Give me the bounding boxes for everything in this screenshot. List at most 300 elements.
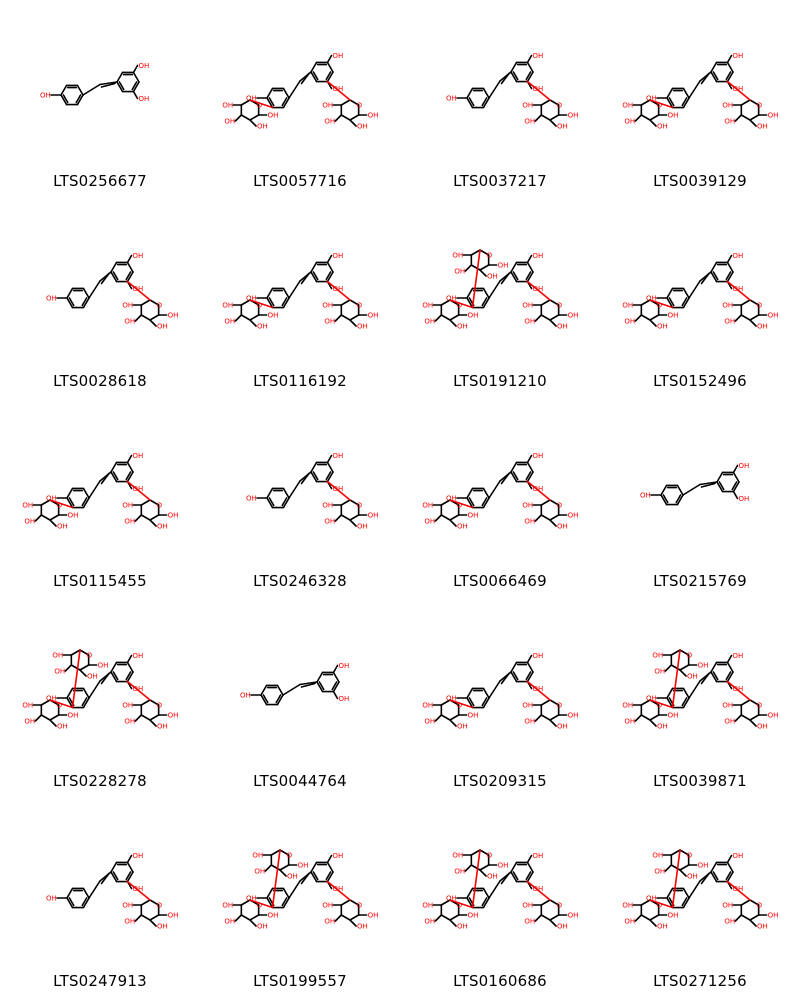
hydroxyl-label: OH xyxy=(697,861,709,870)
hydroxyl-label: OH xyxy=(657,722,668,731)
hydroxyl-label: OH xyxy=(322,501,334,510)
vinyl-bond xyxy=(89,272,111,298)
hydroxyl-label: OH xyxy=(132,885,144,894)
hydroxyl-label: OH xyxy=(422,301,434,310)
resorcinol-ring xyxy=(111,662,133,681)
hydroxyl-label: OH xyxy=(267,111,279,120)
structure-drawing xyxy=(400,0,600,160)
glycosidic-bond xyxy=(673,650,681,708)
ring-oxygen-label: O xyxy=(156,501,163,510)
molecule-id-label: LTS0246328 xyxy=(253,572,347,590)
hydroxyl-label: OH xyxy=(624,117,636,126)
structure-drawing xyxy=(600,400,800,560)
hydroxyl-label: OH xyxy=(240,691,251,700)
hydroxyl-label: OH xyxy=(338,661,350,670)
hydroxyl-label: OH xyxy=(624,717,636,726)
molecule-id-label: LTS0044764 xyxy=(253,772,347,790)
hydroxyl-label: OH xyxy=(532,651,544,660)
molecule-cell xyxy=(200,800,400,1000)
hydroxyl-label: OH xyxy=(532,885,544,894)
structure-drawing xyxy=(600,600,800,760)
ring-oxygen-label: O xyxy=(56,501,63,510)
molecule-cell xyxy=(0,400,200,600)
hydroxyl-label: OH xyxy=(567,111,579,120)
ring-oxygen-label: O xyxy=(156,901,163,910)
ring-oxygen-label: O xyxy=(256,101,263,110)
hydroxyl-label: OH xyxy=(167,511,179,520)
hydroxyl-label: OH xyxy=(532,451,544,460)
hydroxyl-label: OH xyxy=(67,711,79,720)
hydroxyl-label: OH xyxy=(567,311,579,320)
hydroxyl-label: OH xyxy=(332,85,344,94)
hydroxyl-label: OH xyxy=(357,122,368,131)
hydroxyl-label: OH xyxy=(122,701,134,710)
hydroxyl-label: OH xyxy=(446,94,457,103)
hydroxyl-label: OH xyxy=(132,851,144,860)
hydroxyl-label: OH xyxy=(40,91,51,100)
hydroxyl-label: OH xyxy=(324,117,336,126)
hydroxyl-label: OH xyxy=(97,661,109,670)
phenyl-ring xyxy=(267,288,289,307)
structure-drawing xyxy=(400,400,600,560)
hydroxyl-label: OH xyxy=(467,711,479,720)
hydroxyl-label: OH xyxy=(57,522,68,531)
hydroxyl-label: OH xyxy=(332,885,344,894)
ring-oxygen-label: O xyxy=(456,301,463,310)
molecule-id-label: LTS0191210 xyxy=(453,372,547,390)
molecule-cell xyxy=(200,600,400,800)
structure-drawing xyxy=(200,0,400,160)
hydroxyl-label: OH xyxy=(667,711,679,720)
hydroxyl-label: OH xyxy=(324,917,336,926)
ring-oxygen-label: O xyxy=(556,301,563,310)
glycosidic-bond xyxy=(273,850,281,908)
hydroxyl-label: OH xyxy=(287,872,298,881)
hydroxyl-label: OH xyxy=(338,695,350,704)
ring-oxygen-label: O xyxy=(656,701,663,710)
structure-drawing xyxy=(600,0,800,160)
hydroxyl-label: OH xyxy=(167,311,179,320)
ring-oxygen-label: O xyxy=(686,651,693,660)
molecule-cell xyxy=(0,200,200,400)
hydroxyl-label: OH xyxy=(652,651,664,660)
phenyl-ring xyxy=(61,85,83,104)
hydroxyl-label: OH xyxy=(532,51,544,60)
hydroxyl-label: OH xyxy=(87,672,98,681)
ring-oxygen-label: O xyxy=(756,901,763,910)
ring-oxygen-label: O xyxy=(86,651,93,660)
resorcinol-ring xyxy=(511,862,533,881)
vinyl-bond xyxy=(89,872,111,898)
hydroxyl-label: OH xyxy=(332,451,344,460)
phenyl-ring xyxy=(667,288,689,307)
hydroxyl-label: OH xyxy=(157,922,168,931)
hydroxyl-label: OH xyxy=(22,501,34,510)
resorcinol-ring xyxy=(711,262,733,281)
hydroxyl-label: OH xyxy=(532,685,544,694)
hydroxyl-label: OH xyxy=(332,485,344,494)
hydroxyl-label: OH xyxy=(454,267,466,276)
molecule-id-label: LTS0037217 xyxy=(453,172,547,190)
molecule-id-label: LTS0247913 xyxy=(53,972,147,990)
resorcinol-ring xyxy=(311,462,333,481)
vinyl-bond xyxy=(489,472,511,498)
molecule-id-label: LTS0199557 xyxy=(253,972,347,990)
hydroxyl-label: OH xyxy=(46,294,57,303)
structure-drawing xyxy=(200,200,400,360)
hydroxyl-label: OH xyxy=(724,717,736,726)
hydroxyl-label: OH xyxy=(624,317,636,326)
hydroxyl-label: OH xyxy=(732,251,744,260)
resorcinol-ring xyxy=(117,72,139,91)
hydroxyl-label: OH xyxy=(522,501,534,510)
hydroxyl-label: OH xyxy=(557,722,568,731)
hydroxyl-label: OH xyxy=(297,861,309,870)
phenyl-ring xyxy=(67,288,89,307)
hydroxyl-label: OH xyxy=(22,701,34,710)
molecule-id-label: LTS0228278 xyxy=(53,772,147,790)
phenyl-ring xyxy=(67,688,89,707)
hydroxyl-label: OH xyxy=(46,494,57,503)
hydroxyl-label: OH xyxy=(724,917,736,926)
molecule-id-label: LTS0039129 xyxy=(653,172,747,190)
hydroxyl-label: OH xyxy=(487,272,498,281)
hydroxyl-label: OH xyxy=(557,122,568,131)
hydroxyl-label: OH xyxy=(267,911,279,920)
hydroxyl-label: OH xyxy=(457,722,468,731)
hydroxyl-label: OH xyxy=(254,867,266,876)
hydroxyl-label: OH xyxy=(124,917,136,926)
hydroxyl-label: OH xyxy=(157,522,168,531)
molecule-id-label: LTS0160686 xyxy=(453,972,547,990)
resorcinol-ring xyxy=(311,862,333,881)
hydroxyl-label: OH xyxy=(522,101,534,110)
hydroxyl-label: OH xyxy=(467,511,479,520)
hydroxyl-label: OH xyxy=(67,511,79,520)
hydroxyl-label: OH xyxy=(322,301,334,310)
hydroxyl-label: OH xyxy=(422,501,434,510)
structure-drawing xyxy=(0,0,200,160)
hydroxyl-label: OH xyxy=(132,485,144,494)
vinyl-bond xyxy=(683,482,717,495)
hydroxyl-label: OH xyxy=(332,285,344,294)
resorcinol-ring xyxy=(511,262,533,281)
hydroxyl-label: OH xyxy=(722,901,734,910)
hydroxyl-label: OH xyxy=(732,651,744,660)
hydroxyl-label: OH xyxy=(332,51,344,60)
hydroxyl-label: OH xyxy=(767,711,779,720)
hydroxyl-label: OH xyxy=(757,722,768,731)
ring-oxygen-label: O xyxy=(486,251,493,260)
hydroxyl-label: OH xyxy=(24,717,36,726)
ring-oxygen-label: O xyxy=(256,301,263,310)
vinyl-bond xyxy=(689,72,711,98)
hydroxyl-label: OH xyxy=(640,491,651,500)
hydroxyl-label: OH xyxy=(446,494,457,503)
hydroxyl-label: OH xyxy=(332,251,344,260)
hydroxyl-label: OH xyxy=(367,911,379,920)
vinyl-bond xyxy=(289,272,311,298)
molecule-cell xyxy=(200,0,400,200)
molecule-id-label: LTS0066469 xyxy=(453,572,547,590)
hydroxyl-label: OH xyxy=(767,111,779,120)
structure-drawing xyxy=(400,800,600,960)
molecule-cell xyxy=(200,400,400,600)
hydroxyl-label: OH xyxy=(224,117,236,126)
hydroxyl-label: OH xyxy=(457,922,468,931)
structure-drawing xyxy=(200,600,400,760)
hydroxyl-label: OH xyxy=(222,301,234,310)
molecule-id-label: LTS0057716 xyxy=(253,172,347,190)
molecule-cell xyxy=(200,200,400,400)
structure-drawing xyxy=(0,400,200,560)
phenyl-ring xyxy=(267,488,289,507)
phenyl-ring xyxy=(667,888,689,907)
vinyl-bond xyxy=(489,72,511,98)
hydroxyl-label: OH xyxy=(738,461,750,470)
vinyl-bond xyxy=(283,682,317,695)
hydroxyl-label: OH xyxy=(522,301,534,310)
hydroxyl-label: OH xyxy=(322,901,334,910)
vinyl-bond xyxy=(689,272,711,298)
hydroxyl-label: OH xyxy=(567,511,579,520)
molecule-id-label: LTS0256677 xyxy=(53,172,147,190)
hydroxyl-label: OH xyxy=(424,317,436,326)
hydroxyl-label: OH xyxy=(367,311,379,320)
resorcinol-ring xyxy=(711,662,733,681)
hydroxyl-label: OH xyxy=(687,872,698,881)
molecule-cell xyxy=(400,600,600,800)
hydroxyl-label: OH xyxy=(46,894,57,903)
phenyl-ring xyxy=(467,88,489,107)
hydroxyl-label: OH xyxy=(767,911,779,920)
glycosidic-bond xyxy=(473,250,481,308)
molecule-cell xyxy=(600,600,800,800)
hydroxyl-label: OH xyxy=(367,511,379,520)
hydroxyl-label: OH xyxy=(724,117,736,126)
resorcinol-ring xyxy=(111,862,133,881)
hydroxyl-label: OH xyxy=(138,95,150,104)
hydroxyl-label: OH xyxy=(257,922,268,931)
hydroxyl-label: OH xyxy=(557,522,568,531)
hydroxyl-label: OH xyxy=(132,651,144,660)
hydroxyl-label: OH xyxy=(557,322,568,331)
hydroxyl-label: OH xyxy=(722,701,734,710)
hydroxyl-label: OH xyxy=(124,317,136,326)
hydroxyl-label: OH xyxy=(122,501,134,510)
vinyl-bond xyxy=(83,82,117,95)
phenyl-ring xyxy=(661,485,683,504)
resorcinol-ring xyxy=(711,62,733,81)
hydroxyl-label: OH xyxy=(667,111,679,120)
ring-oxygen-label: O xyxy=(256,901,263,910)
hydroxyl-label: OH xyxy=(132,451,144,460)
hydroxyl-label: OH xyxy=(657,122,668,131)
resorcinol-ring xyxy=(317,672,339,691)
hydroxyl-label: OH xyxy=(622,901,634,910)
hydroxyl-label: OH xyxy=(452,851,464,860)
hydroxyl-label: OH xyxy=(122,901,134,910)
hydroxyl-label: OH xyxy=(52,651,64,660)
phenyl-ring xyxy=(467,288,489,307)
hydroxyl-label: OH xyxy=(732,85,744,94)
hydroxyl-label: OH xyxy=(557,922,568,931)
ring-oxygen-label: O xyxy=(756,101,763,110)
molecule-cell xyxy=(0,0,200,200)
hydroxyl-label: OH xyxy=(122,301,134,310)
ring-oxygen-label: O xyxy=(686,851,693,860)
hydroxyl-label: OH xyxy=(732,851,744,860)
hydroxyl-label: OH xyxy=(524,517,536,526)
hydroxyl-label: OH xyxy=(222,101,234,110)
hydroxyl-label: OH xyxy=(567,711,579,720)
ring-oxygen-label: O xyxy=(156,701,163,710)
hydroxyl-label: OH xyxy=(524,717,536,726)
hydroxyl-label: OH xyxy=(446,894,457,903)
hydroxyl-label: OH xyxy=(767,311,779,320)
hydroxyl-label: OH xyxy=(522,701,534,710)
molecule-cell xyxy=(400,400,600,600)
hydroxyl-label: OH xyxy=(467,911,479,920)
phenyl-ring xyxy=(267,888,289,907)
molecule-id-label: LTS0152496 xyxy=(653,372,747,390)
hydroxyl-label: OH xyxy=(124,517,136,526)
structure-drawing xyxy=(400,200,600,360)
structure-drawing xyxy=(0,600,200,760)
hydroxyl-label: OH xyxy=(457,322,468,331)
molecule-cell xyxy=(0,600,200,800)
hydroxyl-label: OH xyxy=(722,301,734,310)
hydroxyl-label: OH xyxy=(446,294,457,303)
ring-oxygen-label: O xyxy=(656,901,663,910)
hydroxyl-label: OH xyxy=(157,722,168,731)
ring-oxygen-label: O xyxy=(456,901,463,910)
hydroxyl-label: OH xyxy=(646,894,657,903)
hydroxyl-label: OH xyxy=(46,694,57,703)
hydroxyl-label: OH xyxy=(757,122,768,131)
resorcinol-ring xyxy=(311,62,333,81)
hydroxyl-label: OH xyxy=(57,722,68,731)
hydroxyl-label: OH xyxy=(322,101,334,110)
hydroxyl-label: OH xyxy=(657,322,668,331)
ring-oxygen-label: O xyxy=(556,701,563,710)
phenyl-ring xyxy=(667,88,689,107)
hydroxyl-label: OH xyxy=(622,701,634,710)
molecule-cell xyxy=(400,800,600,1000)
molecule-id-label: LTS0028618 xyxy=(53,372,147,390)
hydroxyl-label: OH xyxy=(257,122,268,131)
hydroxyl-label: OH xyxy=(357,522,368,531)
hydroxyl-label: OH xyxy=(524,317,536,326)
ring-oxygen-label: O xyxy=(156,301,163,310)
hydroxyl-label: OH xyxy=(654,667,666,676)
hydroxyl-label: OH xyxy=(132,285,144,294)
hydroxyl-label: OH xyxy=(267,311,279,320)
hydroxyl-label: OH xyxy=(124,717,136,726)
hydroxyl-label: OH xyxy=(497,261,509,270)
ring-oxygen-label: O xyxy=(556,901,563,910)
hydroxyl-label: OH xyxy=(446,694,457,703)
hydroxyl-label: OH xyxy=(532,251,544,260)
ring-oxygen-label: O xyxy=(656,101,663,110)
hydroxyl-label: OH xyxy=(497,861,509,870)
hydroxyl-label: OH xyxy=(132,251,144,260)
hydroxyl-label: OH xyxy=(252,851,264,860)
vinyl-bond xyxy=(289,472,311,498)
hydroxyl-label: OH xyxy=(138,61,150,70)
ring-oxygen-label: O xyxy=(356,501,363,510)
structure-drawing xyxy=(200,400,400,560)
ring-oxygen-label: O xyxy=(486,851,493,860)
hydroxyl-label: OH xyxy=(652,851,664,860)
resorcinol-ring xyxy=(511,462,533,481)
resorcinol-ring xyxy=(717,472,739,491)
hydroxyl-label: OH xyxy=(422,901,434,910)
ring-oxygen-label: O xyxy=(756,701,763,710)
ring-oxygen-label: O xyxy=(656,301,663,310)
hydroxyl-label: OH xyxy=(487,872,498,881)
vinyl-bond xyxy=(89,472,111,498)
hydroxyl-label: OH xyxy=(667,311,679,320)
molecule-cell xyxy=(600,400,800,600)
hydroxyl-label: OH xyxy=(732,885,744,894)
hydroxyl-label: OH xyxy=(524,917,536,926)
glycosidic-bond xyxy=(473,850,481,908)
structure-drawing xyxy=(200,800,400,960)
hydroxyl-label: OH xyxy=(738,495,750,504)
ring-oxygen-label: O xyxy=(286,851,293,860)
hydroxyl-label: OH xyxy=(357,322,368,331)
structure-drawing xyxy=(600,200,800,360)
structure-drawing xyxy=(0,800,200,960)
hydroxyl-label: OH xyxy=(722,101,734,110)
molecule-cell xyxy=(600,0,800,200)
molecule-cell xyxy=(600,200,800,400)
structure-drawing xyxy=(0,200,200,360)
phenyl-ring xyxy=(267,88,289,107)
molecule-id-label: LTS0115455 xyxy=(53,572,147,590)
hydroxyl-label: OH xyxy=(757,922,768,931)
hydroxyl-label: OH xyxy=(454,867,466,876)
hydroxyl-label: OH xyxy=(657,922,668,931)
hydroxyl-label: OH xyxy=(757,322,768,331)
hydroxyl-label: OH xyxy=(646,94,657,103)
vinyl-bond xyxy=(489,672,511,698)
structure-drawing xyxy=(600,800,800,960)
hydroxyl-label: OH xyxy=(532,285,544,294)
molecule-cell xyxy=(400,0,600,200)
phenyl-ring xyxy=(467,488,489,507)
resorcinol-ring xyxy=(311,262,333,281)
phenyl-ring xyxy=(67,488,89,507)
hydroxyl-label: OH xyxy=(467,311,479,320)
hydroxyl-label: OH xyxy=(724,317,736,326)
hydroxyl-label: OH xyxy=(167,711,179,720)
hydroxyl-label: OH xyxy=(167,911,179,920)
hydroxyl-label: OH xyxy=(357,922,368,931)
molecule-cell xyxy=(600,800,800,1000)
hydroxyl-label: OH xyxy=(667,911,679,920)
ring-oxygen-label: O xyxy=(556,501,563,510)
hydroxyl-label: OH xyxy=(646,294,657,303)
hydroxyl-label: OH xyxy=(732,685,744,694)
hydroxyl-label: OH xyxy=(622,101,634,110)
molecule-id-label: LTS0215769 xyxy=(653,572,747,590)
molecule-id-label: LTS0116192 xyxy=(253,372,347,390)
hydroxyl-label: OH xyxy=(532,851,544,860)
glycosidic-bond xyxy=(73,650,81,708)
vinyl-bond xyxy=(289,72,311,98)
